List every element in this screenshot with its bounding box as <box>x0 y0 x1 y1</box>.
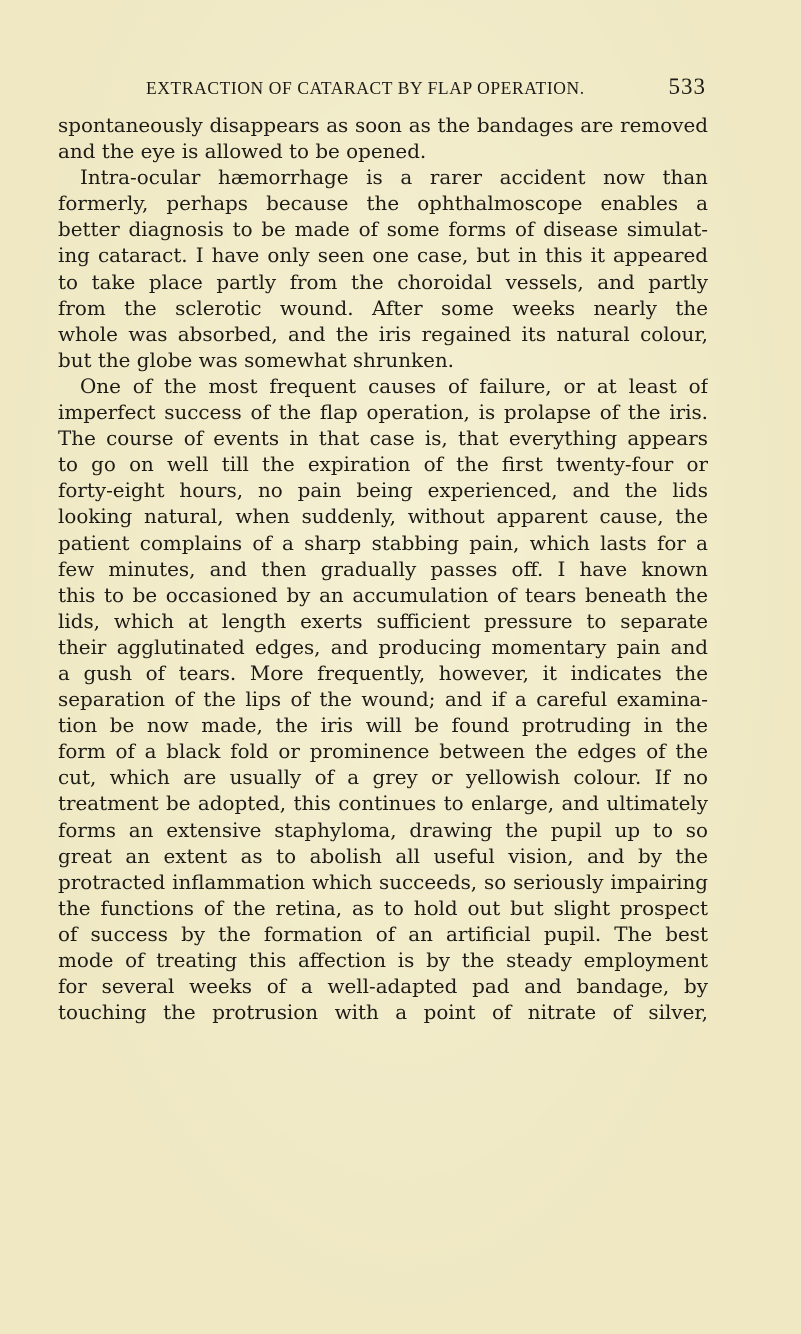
text-line: tion be now made, the iris will be found protruding in the <box>58 714 708 738</box>
text-line: forty-eight hours, no pain being experienced, and the lids <box>58 479 708 503</box>
text-line: from the sclerotic wound. After some weeks nearly the <box>58 296 708 320</box>
text-line: touching the protrusion with a point of nitrate of silver, <box>58 1001 708 1025</box>
text-line: their agglutinated edges, and producing momentary pain and <box>58 635 708 659</box>
page-number: 533 <box>668 74 706 99</box>
running-title: EXTRACTION OF CATARACT BY FLAP OPERATION. <box>146 78 585 98</box>
running-head <box>146 74 706 104</box>
text-line: lids, which at length exerts sufficient pressure to separate <box>58 609 708 633</box>
text-line: great an extent as to abolish all useful vision, and by the <box>58 844 708 868</box>
text-line: protracted inflammation which succeeds, so seriously impairing <box>58 870 708 894</box>
text-line: imperfect success of the flap operation, is prolapse of the iris. <box>58 401 708 425</box>
text-line: treatment be adopted, this continues to enlarge, and ultimately <box>58 792 708 816</box>
text-line: patient complains of a sharp stabbing pain, which lasts for a <box>58 531 708 555</box>
text-line: the functions of the retina, as to hold out but slight prospect <box>58 896 708 920</box>
text-line: few minutes, and then gradually passes off. I have known <box>58 557 708 581</box>
text-line: formerly, perhaps because the ophthalmoscope enables a <box>58 192 708 216</box>
text-line: mode of treating this affection is by the steady employment <box>58 949 708 972</box>
paragraph-start-line: Intra-ocular hæmorrhage is a rarer accident now than <box>80 166 708 190</box>
text-line: whole was absorbed, and the iris regained its natural colour, <box>58 322 708 346</box>
text-line: this to be occasioned by an accumulation of tears beneath the <box>58 583 708 607</box>
text-line: of success by the formation of an artificial pupil. The best <box>58 922 708 946</box>
text-line: forms an extensive staphyloma, drawing the pupil up to so <box>58 818 708 842</box>
text-line: form of a black fold or prominence between the edges of the <box>58 740 708 764</box>
text-line: and the eye is allowed to be opened. <box>58 140 427 164</box>
text-line: cut, which are usually of a grey or yellowish colour. If no <box>58 766 708 790</box>
text-line: looking natural, when suddenly, without apparent cause, the <box>58 505 708 529</box>
text-line: to take place partly from the choroidal vessels, and partly <box>58 270 708 294</box>
text-line: separation of the lips of the wound; and if a careful examina- <box>58 688 708 712</box>
text-line: The course of events in that case is, that everything appears <box>58 427 708 451</box>
text-line: a gush of tears. More frequently, however, it indicates the <box>58 661 708 685</box>
text-line: better diagnosis to be made of some forms of disease simulat- <box>58 218 708 242</box>
text-line: ing cataract. I have only seen one case, but in this it appeared <box>58 244 708 268</box>
body-text <box>58 113 708 1026</box>
text-line: but the globe was somewhat shrunken. <box>58 348 454 372</box>
text-line: for several weeks of a well-adapted pad and bandage, by <box>58 975 708 999</box>
text-line: to go on well till the expiration of the first twenty-four or <box>58 453 708 477</box>
text-line: spontaneously disappears as soon as the bandages are removed <box>58 114 708 137</box>
paragraph-start-line: One of the most frequent causes of failure, or at least of <box>80 374 708 398</box>
